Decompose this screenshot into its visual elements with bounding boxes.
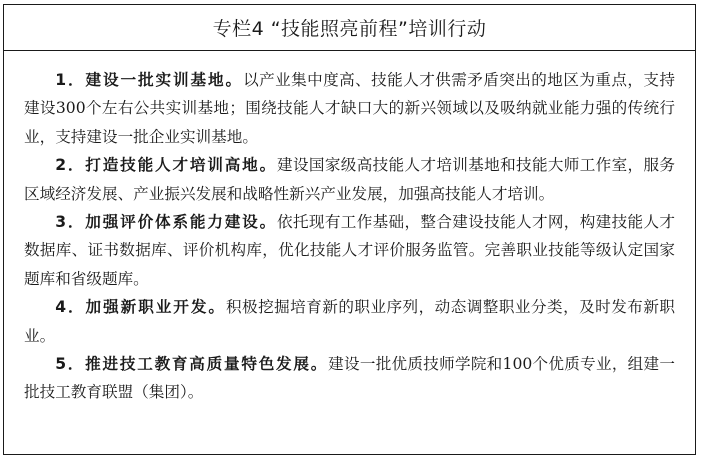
item-heading: 2．打造技能人才培训高地。 xyxy=(55,156,278,175)
item-text: 建设国家级高技能人才培训基地和技能大师工作室，服务区域经济发展、产业振兴发展和战略性新兴产业发展，加强高技能人才培训。 xyxy=(24,156,675,203)
title-row xyxy=(4,5,695,51)
box-title: 专栏4 “技能照亮前程”培训行动 xyxy=(212,18,487,40)
column-box xyxy=(3,4,696,455)
item-text: 建设一批优质技师学院和100个优质专业，组建一批技工教育联盟（集团）。 xyxy=(24,355,675,402)
list-item xyxy=(24,208,675,293)
item-text: 积极挖掘培育新的职业序列，动态调整职业分类，及时发布新职业。 xyxy=(24,298,675,345)
box-body xyxy=(4,51,695,407)
list-item xyxy=(24,350,675,407)
item-text: 以产业集中度高、技能人才供需矛盾突出的地区为重点，支持建设300个左右公共实训基地；围绕技能人才缺口大的新兴领域以及吸纳就业能力强的传统行业，支持建设一批企业实训基地。 xyxy=(24,71,675,146)
item-heading: 1．建设一批实训基地。 xyxy=(55,71,244,89)
list-item xyxy=(24,66,675,151)
item-heading: 4．加强新职业开发。 xyxy=(55,298,226,317)
item-text: 依托现有工作基础，整合建设技能人才网，构建技能人才数据库、证书数据库、评价机构库，优化技能人才评价服务监管。完善职业技能等级认定国家题库和省级题库。 xyxy=(24,213,675,288)
item-heading: 3．加强评价体系能力建设。 xyxy=(55,213,278,232)
list-item xyxy=(24,293,675,350)
item-heading: 5．推进技工教育高质量特色发展。 xyxy=(55,355,329,374)
list-item xyxy=(24,151,675,208)
